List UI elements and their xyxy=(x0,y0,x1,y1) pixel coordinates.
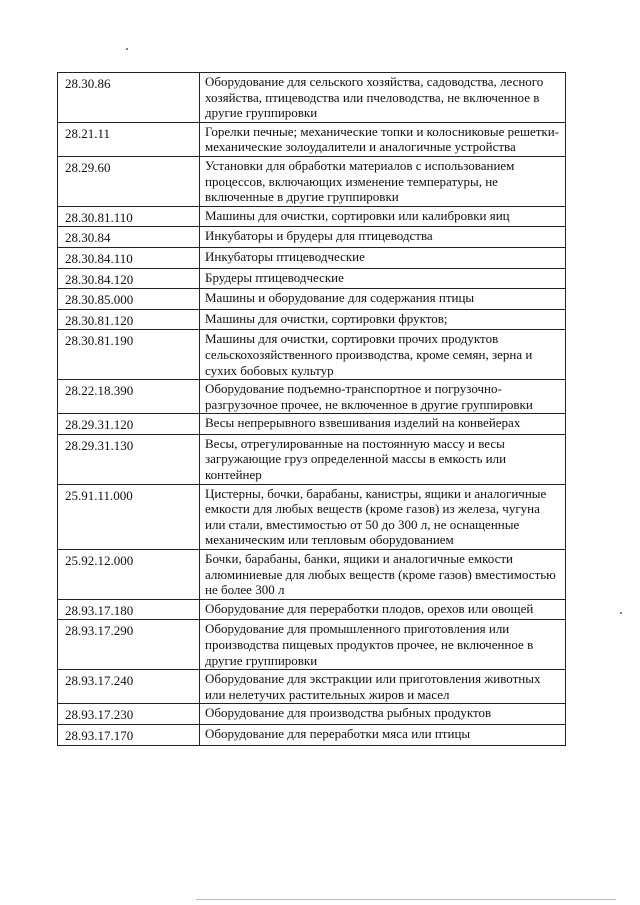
description-cell: Брудеры птицеводческие xyxy=(200,268,566,289)
table-row xyxy=(58,414,566,435)
description-cell: Оборудование для переработки мяса или птицы xyxy=(200,724,566,745)
code-cell: 28.30.81.120 xyxy=(58,309,200,330)
table-row xyxy=(58,620,566,670)
description-cell: Машины для очистки, сортировки фруктов; xyxy=(200,309,566,330)
code-cell: 28.21.11 xyxy=(58,122,200,156)
description-cell: Оборудование для переработки плодов, орехов или овощей xyxy=(200,599,566,620)
description-cell: Горелки печные; механические топки и колосниковые решетки-механические золоудалители и аналогичные устройства xyxy=(200,122,566,156)
code-cell: 28.93.17.230 xyxy=(58,704,200,725)
table-row xyxy=(58,484,566,549)
code-cell: 28.30.84.110 xyxy=(58,247,200,268)
table-row xyxy=(58,670,566,704)
description-cell: Оборудование для производства рыбных продуктов xyxy=(200,704,566,725)
table-row xyxy=(58,434,566,484)
description-cell: Весы, отрегулированные на постоянную массу и весы загружающие груз определенной массы в емкость или контейнер xyxy=(200,434,566,484)
description-cell: Оборудование для сельского хозяйства, садоводства, лесного хозяйства, птицеводства или пчеловодства, не включенное в другие группировки xyxy=(200,73,566,123)
code-cell: 28.30.84 xyxy=(58,227,200,248)
table-row xyxy=(58,206,566,227)
table-row xyxy=(58,268,566,289)
table-body xyxy=(58,73,566,746)
classification-table xyxy=(57,72,566,746)
description-cell: Оборудование для экстракции или приготовления животных или нелетучих растительных жиров и масел xyxy=(200,670,566,704)
scan-edge-line xyxy=(196,899,616,900)
code-cell: 28.93.17.240 xyxy=(58,670,200,704)
code-cell: 28.30.84.120 xyxy=(58,268,200,289)
code-cell: 28.30.81.110 xyxy=(58,206,200,227)
code-cell: 28.30.81.190 xyxy=(58,330,200,380)
code-cell: 28.93.17.170 xyxy=(58,724,200,745)
description-cell: Инкубаторы и брудеры для птицеводства xyxy=(200,227,566,248)
table-row xyxy=(58,380,566,414)
code-cell: 25.91.11.000 xyxy=(58,484,200,549)
table-row xyxy=(58,724,566,745)
table-row xyxy=(58,599,566,620)
description-cell: Цистерны, бочки, барабаны, канистры, ящики и аналогичные емкости для любых веществ (кроме газов) из железа, чугуна или стали, вместимостью от 50 до 300 л, не оснащенные механическим или тепловым оборудованием xyxy=(200,484,566,549)
code-cell: 28.30.85.000 xyxy=(58,289,200,310)
code-cell: 28.29.60 xyxy=(58,156,200,206)
description-cell: Оборудование для промышленного приготовления или производства пищевых продуктов прочее, не включенное в другие группировки xyxy=(200,620,566,670)
description-cell: Бочки, барабаны, банки, ящики и аналогичные емкости алюминиевые для любых веществ (кроме газов) вместимостью не более 300 л xyxy=(200,550,566,600)
description-cell: Установки для обработки материалов с использованием процессов, включающих изменение температуры, не включенные в другие группировки xyxy=(200,156,566,206)
description-cell: Оборудование подъемно-транспортное и погрузочно-разгрузочное прочее, не включенное в другие группировки xyxy=(200,380,566,414)
description-cell: Машины для очистки, сортировки прочих продуктов сельскохозяйственного производства, кроме семян, зерна и сухих бобовых культур xyxy=(200,330,566,380)
description-cell: Инкубаторы птицеводческие xyxy=(200,247,566,268)
table-row xyxy=(58,73,566,123)
table-row xyxy=(58,156,566,206)
table-row xyxy=(58,227,566,248)
scan-speck xyxy=(620,612,622,614)
scan-speck xyxy=(126,48,128,50)
code-cell: 28.30.86 xyxy=(58,73,200,123)
code-cell: 25.92.12.000 xyxy=(58,550,200,600)
description-cell: Весы непрерывного взвешивания изделий на конвейерах xyxy=(200,414,566,435)
description-cell: Машины и оборудование для содержания птицы xyxy=(200,289,566,310)
code-cell: 28.93.17.290 xyxy=(58,620,200,670)
code-cell: 28.29.31.130 xyxy=(58,434,200,484)
table-row xyxy=(58,247,566,268)
table-row xyxy=(58,309,566,330)
table-row xyxy=(58,122,566,156)
table-row xyxy=(58,289,566,310)
table-row xyxy=(58,330,566,380)
code-cell: 28.93.17.180 xyxy=(58,599,200,620)
code-cell: 28.22.18.390 xyxy=(58,380,200,414)
table-row xyxy=(58,550,566,600)
code-cell: 28.29.31.120 xyxy=(58,414,200,435)
table-row xyxy=(58,704,566,725)
description-cell: Машины для очистки, сортировки или калибровки яиц xyxy=(200,206,566,227)
